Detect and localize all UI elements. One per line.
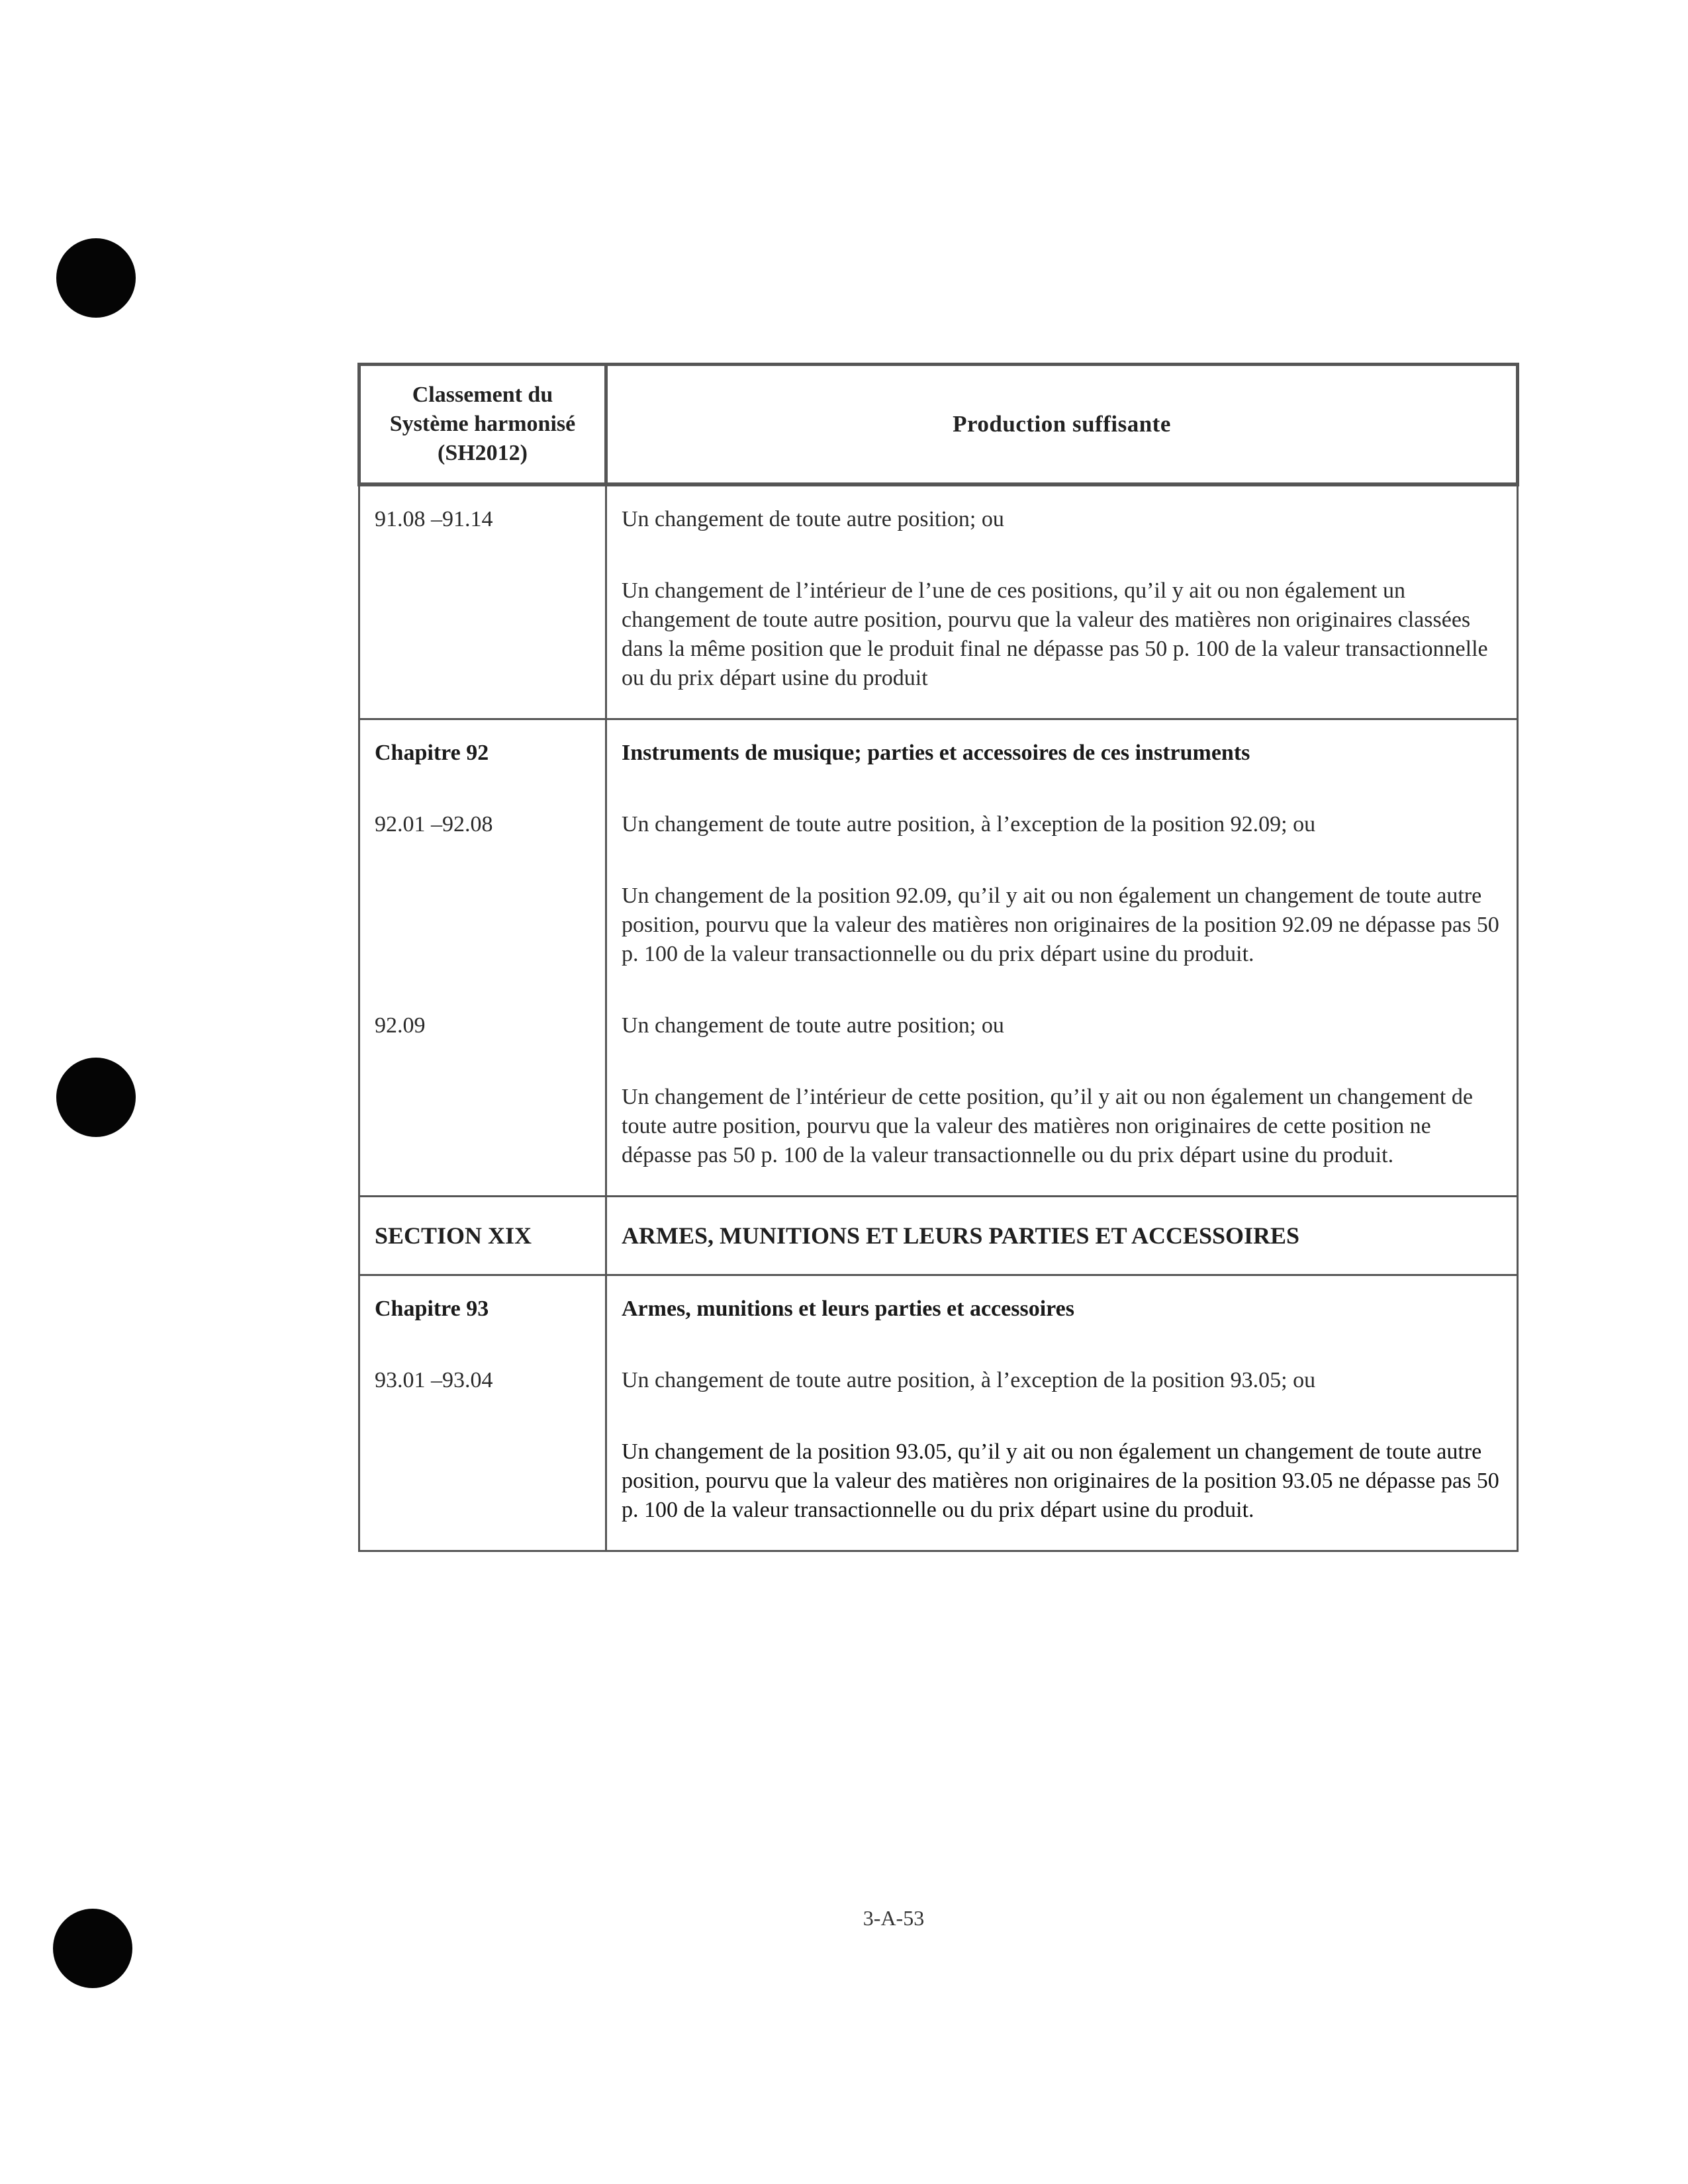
section-row xyxy=(359,1197,1518,1275)
group-section-19 xyxy=(359,1197,1518,1275)
header-production: Production suffisante xyxy=(606,365,1518,485)
rules-of-origin-table xyxy=(357,363,1519,1552)
punch-hole xyxy=(53,1909,132,1988)
section-label: SECTION XIX xyxy=(359,1197,606,1275)
punch-hole xyxy=(56,1058,136,1137)
table-row xyxy=(359,969,1518,1040)
hs-code: 92.09 xyxy=(359,969,606,1040)
header-classification-line: (SH2012) xyxy=(438,441,528,465)
rule-text: Un changement de toute autre position, à l’exception de la position 93.05; ou xyxy=(606,1324,1518,1395)
rule-text: Un changement de la position 92.09, qu’il y ait ou non également un changement de toute autre position, pourvu que la valeur des matières non originaires de la position 92.09 ne dépasse pas 50 p. 100 de la valeur transactionnelle ou du prix départ usine du produit. xyxy=(606,839,1518,969)
group-chapter-93 xyxy=(359,1275,1518,1551)
rule-text: Un changement de la position 93.05, qu’il y ait ou non également un changement de toute autre position, pourvu que la valeur des matières non originaires de la position 93.05 ne dépasse pas 50 p. 100 de la valeur transactionnelle ou du prix départ usine du produit. xyxy=(606,1395,1518,1551)
chapter-title: Armes, munitions et leurs parties et accessoires xyxy=(606,1275,1518,1324)
rule-text: Un changement de toute autre position; ou xyxy=(606,484,1518,534)
rule-text: Un changement de l’intérieur de l’une de ces positions, qu’il y ait ou non également un changement de toute autre position, pourvu que la valeur des matières non originaires classées dans la même position que le produit final ne dépasse pas 50 p. 100 de la valeur transactionnelle ou du prix départ usine du produit xyxy=(606,534,1518,719)
header-classification-line: Classement du xyxy=(412,383,553,407)
chapter-label: Chapitre 92 xyxy=(359,719,606,768)
chapter-row xyxy=(359,1275,1518,1324)
table-row xyxy=(359,839,1518,969)
group-91-08 xyxy=(359,484,1518,719)
table-row xyxy=(359,484,1518,534)
group-chapter-92 xyxy=(359,719,1518,1197)
table-row xyxy=(359,1395,1518,1551)
hs-code: 91.08 –91.14 xyxy=(359,484,606,534)
page-number: 3-A-53 xyxy=(863,1906,925,1930)
rule-text: Un changement de toute autre position; ou xyxy=(606,969,1518,1040)
hs-code: 93.01 –93.04 xyxy=(359,1324,606,1395)
table-row xyxy=(359,1324,1518,1395)
table-row xyxy=(359,534,1518,719)
header-classification-line: Système harmonisé xyxy=(389,412,576,436)
table-row xyxy=(359,768,1518,839)
header-classification xyxy=(359,365,606,485)
chapter-title: Instruments de musique; parties et accessoires de ces instruments xyxy=(606,719,1518,768)
punch-hole xyxy=(56,238,136,318)
section-title: ARMES, MUNITIONS ET LEURS PARTIES ET ACCESSOIRES xyxy=(606,1197,1518,1275)
table-row xyxy=(359,1040,1518,1197)
rule-text: Un changement de l’intérieur de cette position, qu’il y ait ou non également un changement de toute autre position, pourvu que la valeur des matières non originaires de cette position ne dépasse pas 50 p. 100 de la valeur transactionnelle ou du prix départ usine du produit. xyxy=(606,1040,1518,1197)
rule-text: Un changement de toute autre position, à l’exception de la position 92.09; ou xyxy=(606,768,1518,839)
table-header-row xyxy=(359,365,1518,485)
chapter-row xyxy=(359,719,1518,768)
chapter-label: Chapitre 93 xyxy=(359,1275,606,1324)
hs-code: 92.01 –92.08 xyxy=(359,768,606,839)
